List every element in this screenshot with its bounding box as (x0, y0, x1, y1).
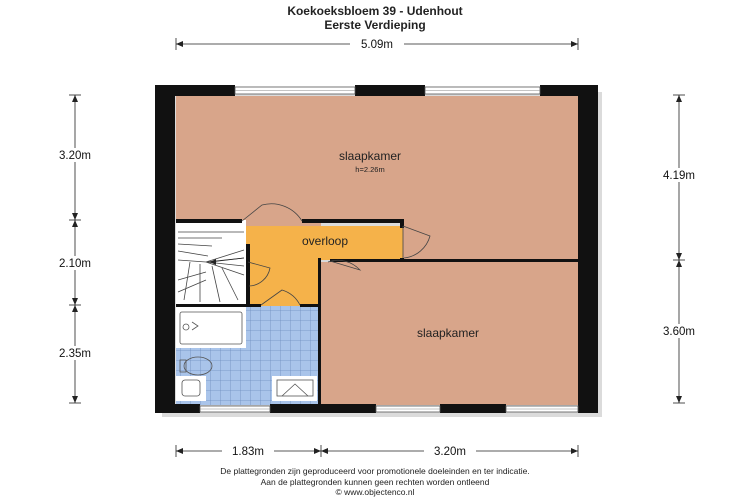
stairwell (176, 220, 246, 306)
room-label-slaapkamer-top: slaapkamer (338, 149, 402, 163)
dim-left-2: 2.10m (59, 258, 91, 270)
room-label-slaapkamer-bottom: slaapkamer (416, 326, 480, 340)
room-slaapkamer-top-right (403, 220, 578, 262)
footer-disclaimer-1: De plattegronden zijn geproduceerd voor promotionele doeleinden en ter indicatie. (220, 466, 530, 476)
footer-disclaimer-2: Aan de plattegronden kunnen geen rechten worden ontleend (260, 477, 490, 487)
dim-bottom-2: 3.20m (434, 446, 466, 458)
room-overloop-lower (246, 258, 318, 306)
dim-right-2: 3.60m (663, 326, 695, 338)
dim-bottom-1: 1.83m (232, 446, 264, 458)
dim-right-1: 4.19m (663, 170, 695, 182)
footer-copyright: © www.objectenco.nl (335, 487, 415, 497)
dim-top-width: 5.09m (361, 39, 393, 51)
plan-title: Koekoeksbloem 39 - Udenhout (287, 4, 463, 18)
floor-subtitle: Eerste Verdieping (324, 18, 426, 32)
room-label-overloop: overloop (301, 234, 349, 248)
room-height-note: h=2.26m (355, 165, 385, 174)
dim-left-1: 3.20m (59, 150, 91, 162)
dim-left-3: 2.35m (59, 348, 91, 360)
